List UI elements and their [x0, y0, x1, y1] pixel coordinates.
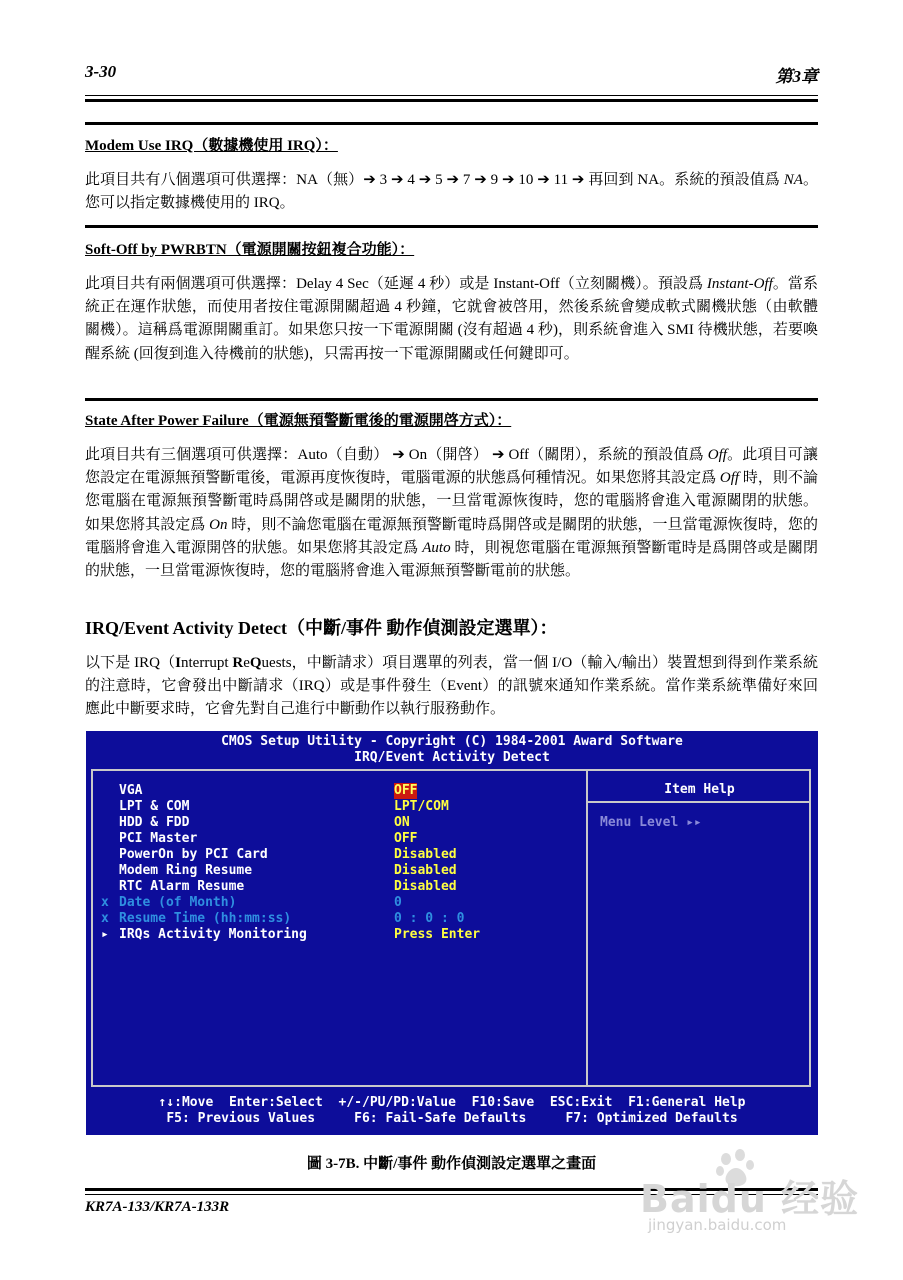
- bios-row-label: VGA: [119, 783, 143, 798]
- bios-row-value[interactable]: Disabled: [394, 847, 457, 862]
- header-rule-thick: [85, 99, 818, 102]
- bios-row-value[interactable]: LPT/COM: [394, 799, 449, 814]
- bios-item-help-title: Item Help: [664, 782, 735, 797]
- bios-row-value[interactable]: OFF: [394, 783, 418, 798]
- bios-row-value[interactable]: OFF: [394, 831, 418, 846]
- bios-row[interactable]: [101, 911, 589, 927]
- bios-row-label: LPT & COM: [119, 799, 190, 814]
- bios-row[interactable]: [119, 863, 589, 879]
- bios-row-value[interactable]: 0 : 0 : 0: [394, 911, 465, 926]
- bios-row-value[interactable]: 0: [394, 895, 402, 910]
- section-title-power-failure: State After Power Failure（電源無預警斷電後的電源開啓方式）：: [85, 413, 512, 429]
- bios-row-value[interactable]: Press Enter: [394, 927, 481, 942]
- section-body-modem-irq: 此項目共有八個選項可供選擇：NA（無）➔ 3 ➔ 4 ➔ 5 ➔ 7 ➔ 9 ➔ 10 ➔ 11 ➔ 再回到 NA。系統的預設值爲 NA。您可以指定數據機使用的 IRQ。: [85, 172, 818, 212]
- bios-menu-level: Menu Level ▸▸: [600, 815, 702, 830]
- section-rule: [85, 398, 818, 401]
- bios-row-value[interactable]: ON: [394, 815, 410, 830]
- section-body-soft-off: 此項目共有兩個選項可供選擇：Delay 4 Sec（延遲 4 秒）或是 Instant-Off（立刻關機）。預設爲 Instant-Off。當系統正在運作狀態，而使用者按住電源開關超過 4 秒鐘，它就會被啓用，然後系統會變成軟式關機狀態（由軟體關機）。這稱爲電源開關重訂。如果您只按一下電源開關 (沒有超過 4 秒)，則系統會進入 SMI 待機狀態，若要喚醒系統 (回復到進入待機前的狀態)，只需再按一下電源開關或任何鍵即可。: [85, 276, 818, 362]
- bios-row[interactable]: [101, 927, 589, 943]
- watermark-url: jingyan.baidu.com: [648, 1216, 787, 1234]
- bios-row-label: IRQs Activity Monitoring: [119, 927, 307, 942]
- bios-row[interactable]: [119, 815, 589, 831]
- irq-section-body: 以下是 IRQ（Interrupt ReQuests，中斷請求）項目選單的列表，當一個 I/O（輸入/輸出）裝置想到得到作業系統的注意時，它會發出中斷請求（IRQ）或是事件發生（Event）的訊號來通知作業系統。當作業系統準備好來回應此中斷要求時，它會先對自己進行中斷動作以執行服務動作。: [85, 655, 818, 718]
- section-body-power-failure: 此項目共有三個選項可供選擇：Auto（自動） ➔ On（開啓） ➔ Off（關閉），系統的預設值爲 Off。此項目可讓您設定在電源無預警斷電後，電源再度恢復時，電腦電源的狀態爲何種情況。如果您將其設定爲 Off 時，則不論您電腦在電源無預警斷電時爲開啓或是關閉的狀態，一旦當電源恢復時，您的電腦將會進入電源關閉的狀態。如果您將其設定爲 On 時，則不論您電腦在電源無預警斷電時爲開啓或是關閉的狀態，一旦當電源恢復時，您的電腦將會進入電源開啓的狀態。如果您將其設定爲 Auto 時，則視您電腦在電源無預警斷電時是爲開啓或是關閉的狀態，一旦當電源恢復時，您的電腦將會進入電源無預警斷電前的狀態。: [85, 447, 818, 580]
- bios-row-value[interactable]: Disabled: [394, 879, 457, 894]
- bios-footer-keys: ↑↓:Move Enter:Select +/-/PU/PD:Value F10:Save ESC:Exit F1:General Help: [158, 1095, 746, 1110]
- bios-row-label: PowerOn by PCI Card: [119, 847, 268, 862]
- bios-row[interactable]: [101, 895, 589, 911]
- section-title-soft-off: Soft-Off by PWRBTN（電源開關按鈕複合功能）：: [85, 242, 415, 258]
- bios-row-marker: ▸: [101, 927, 109, 942]
- bios-title: CMOS Setup Utility - Copyright (C) 1984-2001 Award Software: [221, 734, 683, 749]
- bios-row[interactable]: [119, 847, 589, 863]
- bios-row-marker: x: [101, 911, 109, 926]
- bios-row[interactable]: [119, 831, 589, 847]
- bios-row[interactable]: [119, 799, 589, 815]
- chapter-label: 第3章: [775, 67, 818, 86]
- page-number: 3-30: [85, 62, 117, 81]
- bios-help-divider: [588, 801, 811, 803]
- footer-model: KR7A-133/KR7A-133R: [85, 1199, 230, 1215]
- irq-section-title: IRQ/Event Activity Detect（中斷/事件 動作偵測設定選單）：: [85, 618, 558, 638]
- bios-row-label: HDD & FDD: [119, 815, 190, 830]
- section-rule: [85, 225, 818, 228]
- bios-screen: [86, 731, 818, 1135]
- header-rule-thin: [85, 95, 818, 96]
- bios-row[interactable]: [119, 783, 589, 799]
- bios-footer-defaults: F5: Previous Values F6: Fail-Safe Defaults F7: Optimized Defaults: [166, 1111, 738, 1126]
- bios-row-label: RTC Alarm Resume: [119, 879, 245, 894]
- section-rule: [85, 122, 818, 125]
- bios-row-value[interactable]: Disabled: [394, 863, 457, 878]
- bios-row-marker: x: [101, 895, 109, 910]
- watermark-brand: Baidu 经验: [640, 1177, 860, 1221]
- bios-row-label: PCI Master: [119, 831, 198, 846]
- section-title-modem-irq: Modem Use IRQ（數據機使用 IRQ）：: [85, 138, 338, 154]
- bios-row-label: Modem Ring Resume: [119, 863, 253, 878]
- bios-subtitle: IRQ/Event Activity Detect: [354, 750, 550, 765]
- bios-row-label: Resume Time (hh:mm:ss): [119, 911, 292, 926]
- figure-caption: 圖 3-7B. 中斷/事件 動作偵測設定選單之畫面: [306, 1156, 597, 1172]
- bios-row-label: Date (of Month): [119, 895, 237, 910]
- bios-row[interactable]: [119, 879, 589, 895]
